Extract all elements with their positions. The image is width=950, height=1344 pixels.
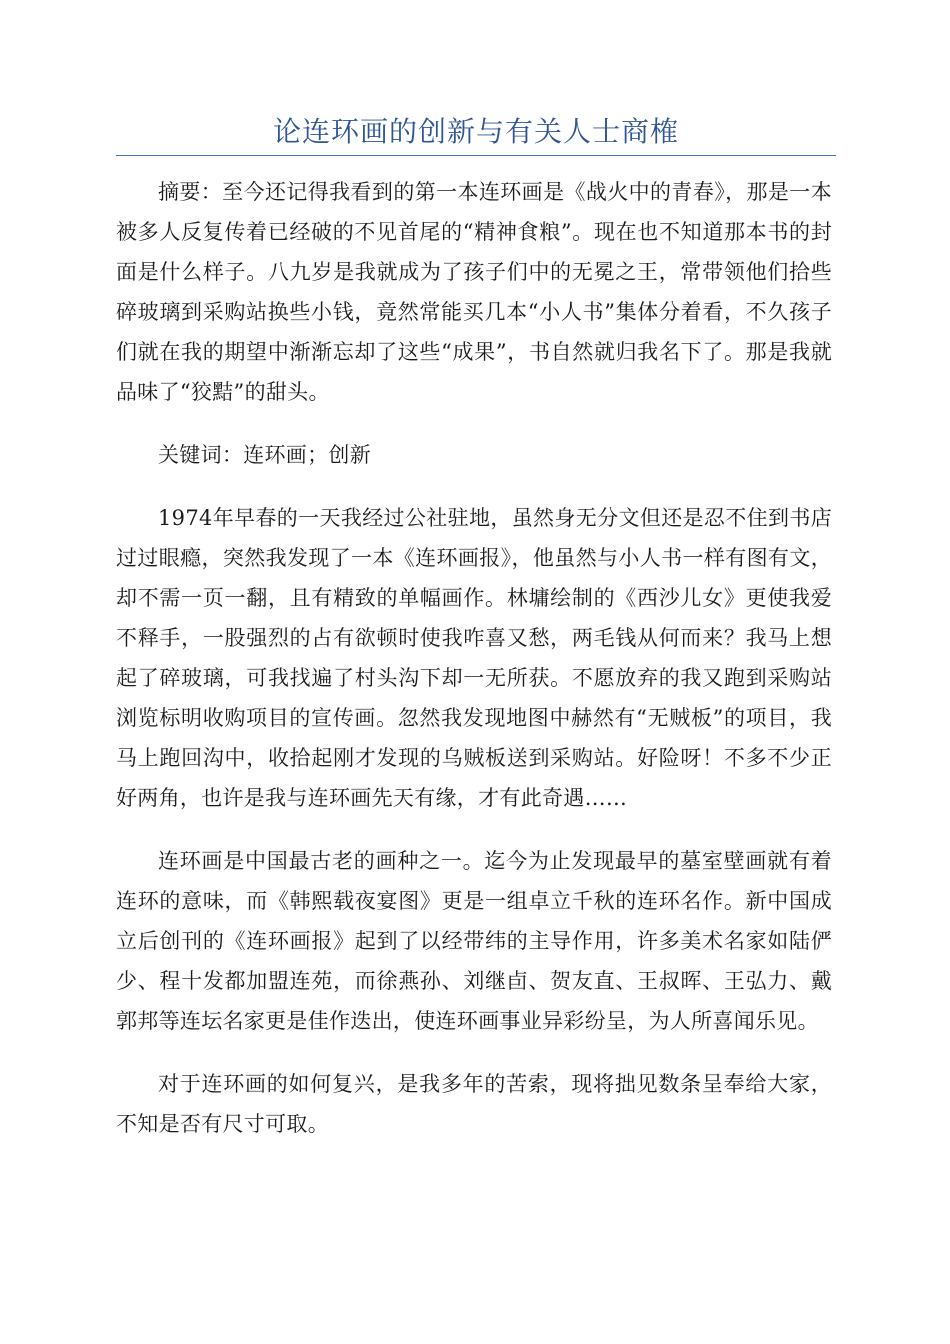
body-paragraph-revival: 对于连环画的如何复兴，是我多年的苦索，现将拙见数条呈奉给大家，不知是否有尺寸可取。 bbox=[116, 1072, 832, 1136]
body-paragraph-history: 连环画是中国最古老的画种之一。迄今为止发现最早的墓室壁画就有着连环的意味，而《韩熙载夜宴图》更是一组卓立千秋的连环名作。新中国成立后创刊的《连环画报》起到了以经带纬的主导作用，许多美术名家如陆俨少、程十发都加盟连苑，而徐燕孙、刘继卣、贺友直、王叔晖、王弘力、戴郭邦等连坛名家更是佳作迭出，使连环画事业异彩纷呈，为人所喜闻乐见。 bbox=[116, 849, 832, 1033]
body-paragraph-1974: 1974年早春的一天我经过公社驻地，虽然身无分文但还是忍不住到书店过过眼瘾，突然我发现了一本《连环画报》，他虽然与小人书一样有图有文，却不需一页一翻，且有精致的单幅画作。林墉绘制的《西沙儿女》更使我爱不释手，一股强烈的占有欲顿时使我咋喜又愁，两毛钱从何而来？我马上想起了碎玻璃，可我找遍了村头沟下却一无所获。不愿放弃的我又跑到采购站浏览标明收购项目的宣传画。忽然我发现地图中赫然有“无贼板”的项目，我马上跑回沟中，收拾起刚才发现的乌贼板送到采购站。好险呀！不多不少正好两角，也许是我与连环画先天有缘，才有此奇遇…… bbox=[116, 506, 832, 810]
document-body bbox=[116, 172, 832, 1167]
abstract-paragraph: 摘要：至今还记得我看到的第一本连环画是《战火中的青春》，那是一本被多人反复传着已经破的不见首尾的“精神食粮”。现在也不知道那本书的封面是什么样子。八九岁是我就成为了孩子们中的无冕之王，常带领他们拾些碎玻璃到采购站换些小钱，竟然常能买几本“小人书”集体分着看，不久孩子们就在我的期望中渐渐忘却了这些“成果”，书自然就归我名下了。那是我就品味了“狡黠”的甜头。 bbox=[116, 180, 832, 404]
keywords-paragraph: 关键词：连环画；创新 bbox=[158, 443, 371, 467]
page-title: 论连环画的创新与有关人士商榷 bbox=[272, 115, 679, 148]
title-underline bbox=[116, 155, 836, 156]
